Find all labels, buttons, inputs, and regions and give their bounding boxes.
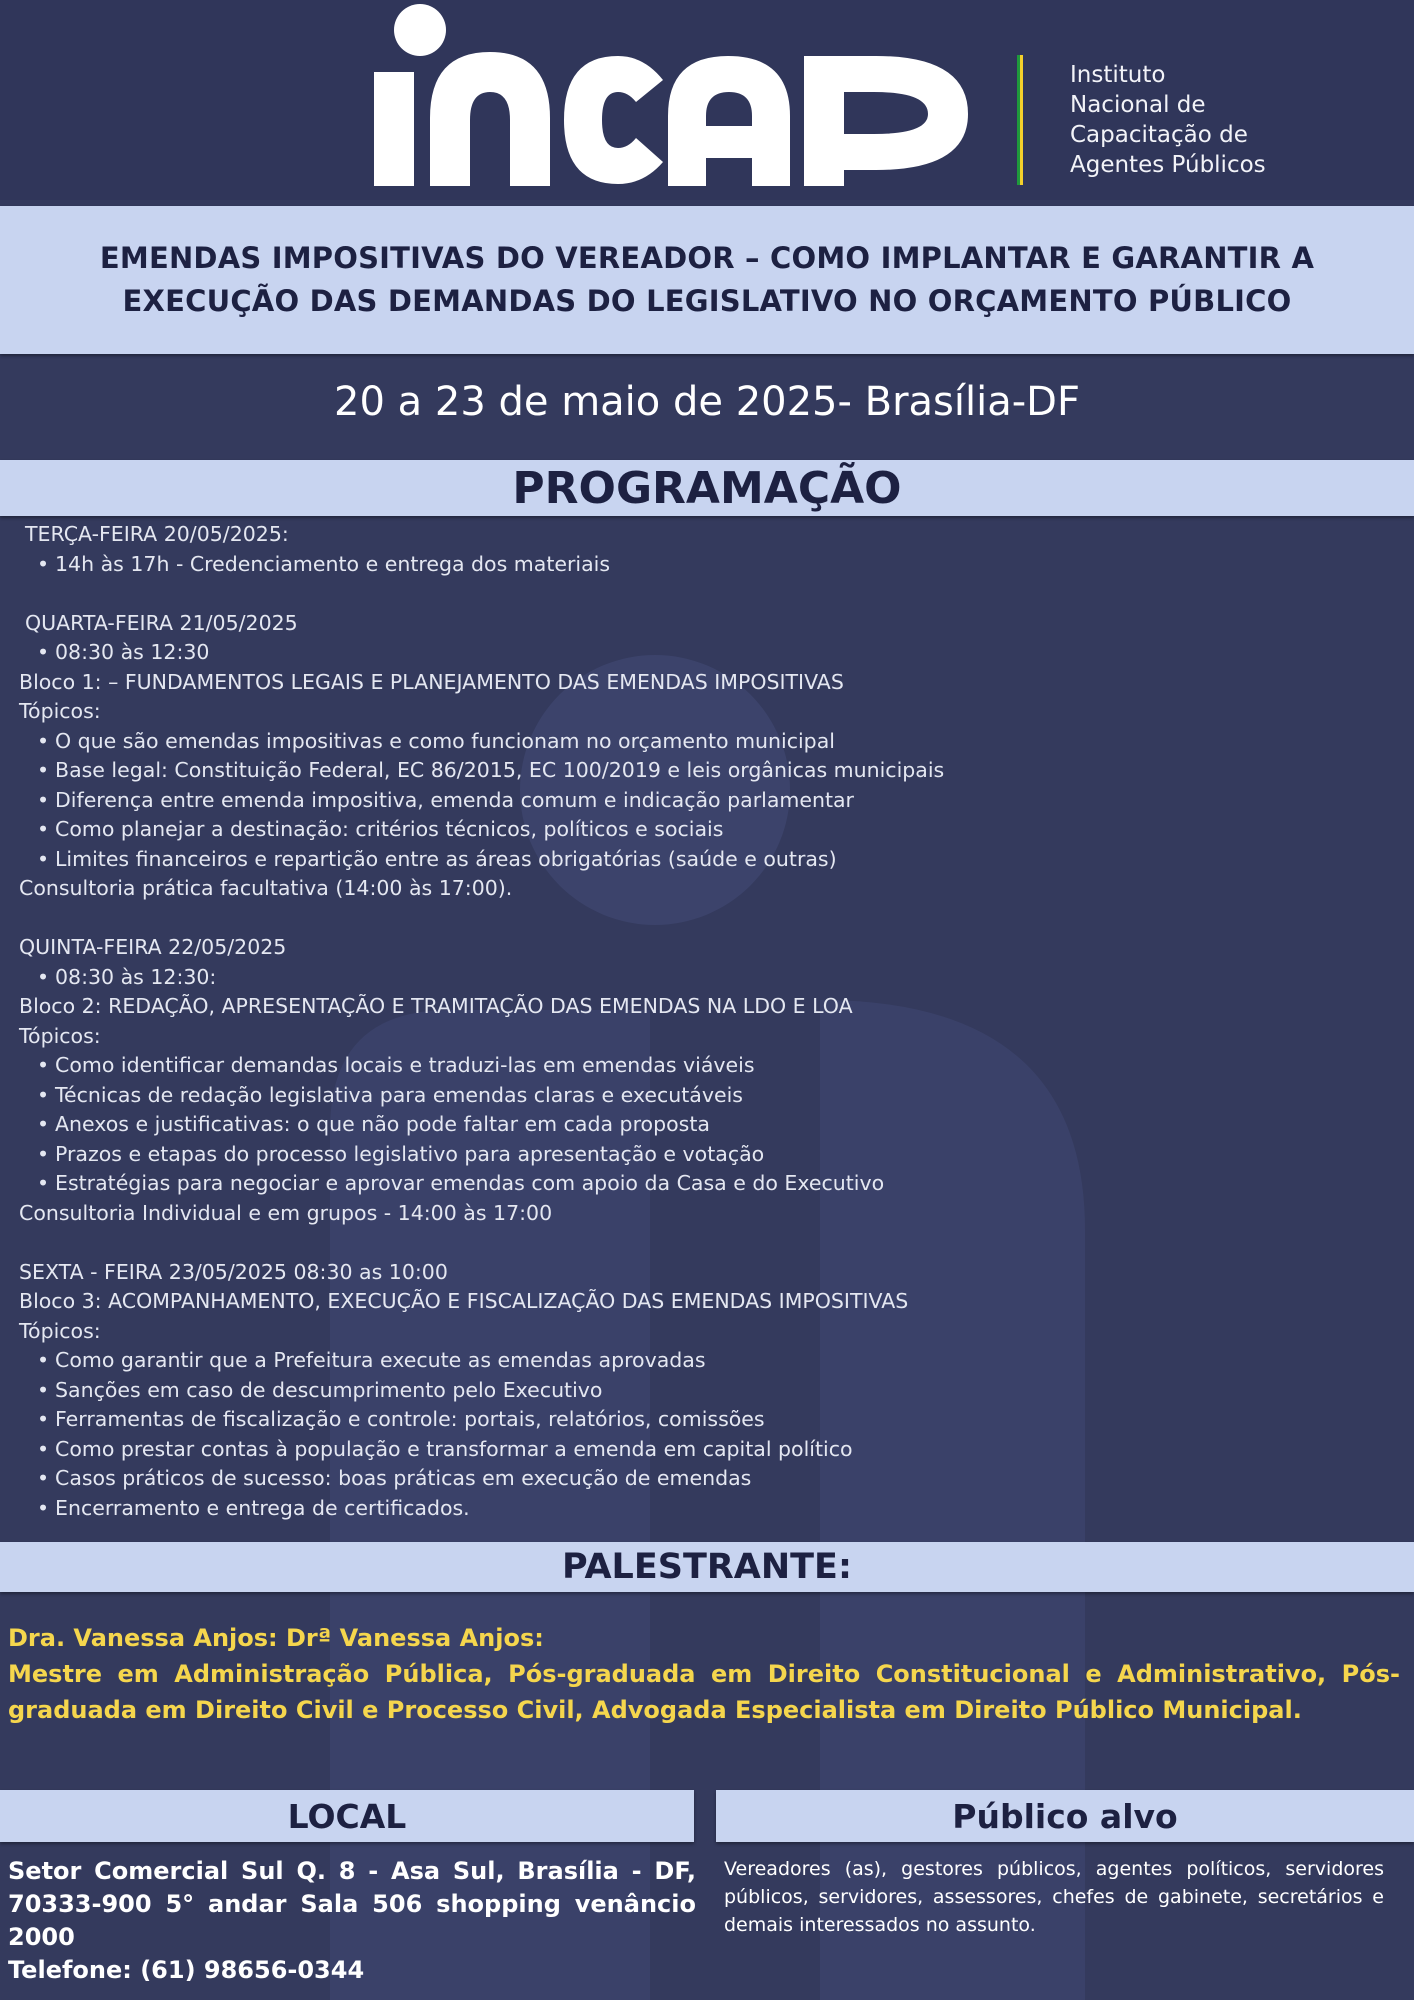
local-band (0, 1790, 694, 1842)
speaker-bio: Mestre em Administração Pública, Pós-graduada em Direito Constitucional e Administrativo, Pós-graduada em Direito Civil e Processo Civil, Advogada Especialista em Direito Público Municipal. (8, 1660, 1400, 1724)
event-title-line-2: EXECUÇÃO DAS DEMANDAS DO LEGISLATIVO NO ORÇAMENTO PÚBLICO (122, 284, 1292, 318)
schedule-day: TERÇA-FEIRA 20/05/2025: (25, 522, 289, 546)
topic-item: • Como identificar demandas locais e traduzi-las em emendas viáveis (19, 1051, 1409, 1081)
topic-item: • Base legal: Constituição Federal, EC 86/2015, EC 100/2019 e leis orgânicas municipais (19, 756, 1409, 786)
logo-subtitle-line: Nacional de (1070, 92, 1206, 118)
schedule-day: QUINTA-FEIRA 22/05/2025 (19, 935, 287, 959)
topic-item: • Ferramentas de fiscalização e controle: portais, relatórios, comissões (19, 1405, 1409, 1435)
event-title-line-1: EMENDAS IMPOSITIVAS DO VEREADOR – COMO IMPLANTAR E GARANTIR A (99, 241, 1315, 275)
event-title-band (0, 206, 1414, 354)
topic-item: • Como garantir que a Prefeitura execute as emendas aprovadas (19, 1346, 1409, 1376)
logo-color-bar (1017, 55, 1025, 185)
schedule-note: Consultoria prática facultativa (14:00 às 17:00). (19, 876, 513, 900)
speaker-info (8, 1620, 1400, 1728)
topic-item: • Como prestar contas à população e transformar a emenda em capital político (19, 1435, 1409, 1465)
topic-item: • Estratégias para negociar e aprovar emendas com apoio da Casa e do Executivo (19, 1169, 1409, 1199)
logo-subtitle (1070, 60, 1310, 180)
schedule-day: SEXTA - FEIRA 23/05/2025 08:30 as 10:00 (19, 1259, 448, 1284)
schedule-time: • 08:30 às 12:30 (19, 638, 1409, 668)
topics-label: Tópicos: (19, 699, 101, 723)
schedule (19, 520, 1409, 1523)
palestrante-heading: PALESTRANTE: (562, 1547, 852, 1587)
schedule-item: • 14h às 17h - Credenciamento e entrega dos materiais (19, 550, 1409, 580)
palestrante-band (0, 1542, 1414, 1592)
schedule-block: Bloco 3: ACOMPANHAMENTO, EXECUÇÃO E FISCALIZAÇÃO DAS EMENDAS IMPOSITIVAS (19, 1289, 909, 1313)
schedule-time: • 08:30 às 12:30: (19, 963, 1409, 993)
topics-label: Tópicos: (19, 1023, 101, 1048)
topic-item: • O que são emendas impositivas e como funcionam no orçamento municipal (19, 727, 1409, 757)
schedule-day: QUARTA-FEIRA 21/05/2025 (25, 610, 298, 635)
topic-item: • Casos práticos de sucesso: boas práticas em execução de emendas (19, 1464, 1409, 1494)
incap-logo (368, 0, 978, 200)
event-title (42, 237, 1372, 323)
local-heading: LOCAL (287, 1796, 407, 1836)
topics-label: Tópicos: (19, 1318, 101, 1343)
local-info (8, 1855, 696, 1987)
publico-band (716, 1790, 1414, 1842)
schedule-note: Consultoria Individual e em grupos - 14:00 às 17:00 (19, 1200, 553, 1225)
topic-item: • Prazos e etapas do processo legislativo para apresentação e votação (19, 1140, 1409, 1170)
topic-item: • Diferença entre emenda impositiva, emenda comum e indicação parlamentar (19, 786, 1409, 816)
local-phone: Telefone: (61) 98656-0344 (8, 1956, 365, 1984)
logo-subtitle-line: Instituto (1070, 62, 1166, 88)
topic-item: • Sanções em caso de descumprimento pelo Executivo (19, 1376, 1409, 1406)
publico-description: Vereadores (as), gestores públicos, agentes políticos, servidores públicos, servidores, assessores, chefes de gabinete, secretários e demais interessados no assunto. (724, 1858, 1384, 1936)
programacao-band (0, 460, 1414, 516)
logo-subtitle-line: Capacitação de (1070, 122, 1248, 148)
publico-heading: Público alvo (952, 1796, 1178, 1836)
topic-item: • Técnicas de redação legislativa para emendas claras e executáveis (19, 1081, 1409, 1111)
event-date-location: 20 a 23 de maio de 2025- Brasília-DF (334, 379, 1080, 425)
local-address: Setor Comercial Sul Q. 8 - Asa Sul, Brasília - DF, 70333-900 5° andar Sala 506 shopping venâncio 2000 (8, 1857, 696, 1951)
topic-item: • Anexos e justificativas: o que não pode faltar em cada proposta (19, 1110, 1409, 1140)
topic-item: • Como planejar a destinação: critérios técnicos, políticos e sociais (19, 815, 1409, 845)
header (0, 0, 1414, 200)
topic-item: • Encerramento e entrega de certificados. (19, 1494, 1409, 1524)
topic-item: • Limites financeiros e repartição entre as áreas obrigatórias (saúde e outras) (19, 845, 1409, 875)
schedule-block: Bloco 1: – FUNDAMENTOS LEGAIS E PLANEJAMENTO DAS EMENDAS IMPOSITIVAS (19, 669, 844, 694)
schedule-block: Bloco 2: REDAÇÃO, APRESENTAÇÃO E TRAMITAÇÃO DAS EMENDAS NA LDO E LOA (19, 994, 853, 1018)
speaker-name: Dra. Vanessa Anjos: Drª Vanessa Anjos: (8, 1624, 544, 1652)
logo-subtitle-line: Agentes Públicos (1070, 152, 1266, 178)
programacao-heading: PROGRAMAÇÃO (512, 462, 902, 514)
